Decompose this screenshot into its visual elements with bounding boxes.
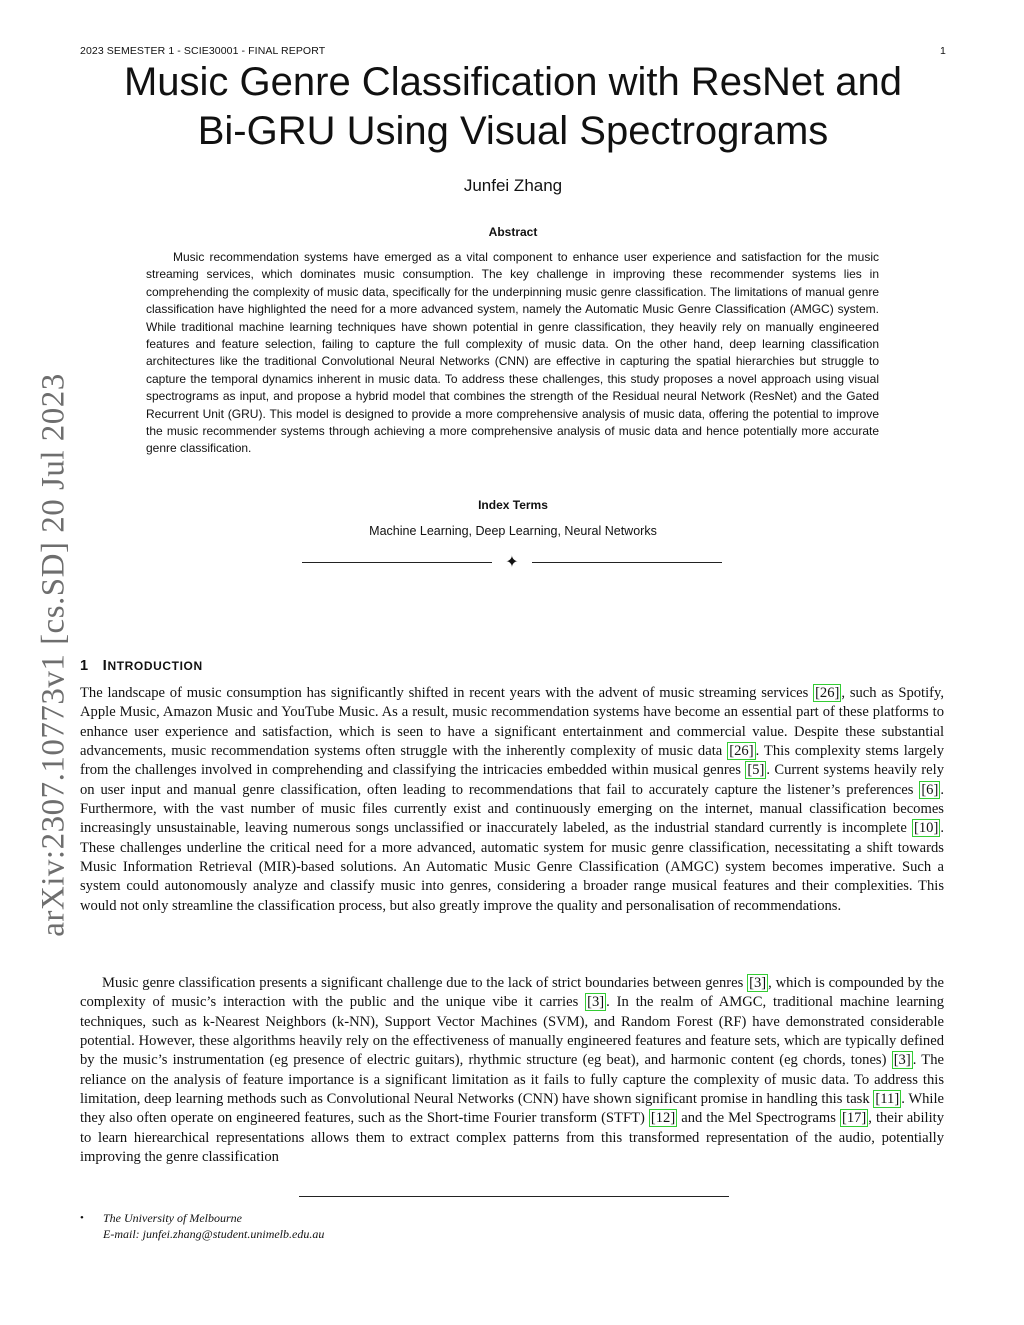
title-line-2: Bi-GRU Using Visual Spectrograms xyxy=(197,109,829,153)
footnote-rule xyxy=(299,1196,729,1197)
citation-link[interactable]: [3] xyxy=(893,1052,911,1069)
text-run: . These challenges underline the critical need for a more advanced, automatic system for music genre classification, necessitating a shift towards Music Information Retrieval (MIR)-based solutions. An Automatic Music Genre Classification (AMGC) system becomes imperative. Such a system could autonomously analyze and classify music into genres, considering a broader range musical features and their complexities. This would not only streamline the classification process, but also greatly improve the quality and personalisation of recommendations. xyxy=(80,820,944,914)
author-affiliation: The University of Melbourne xyxy=(103,1211,242,1225)
intro-paragraph-2 xyxy=(80,974,944,1167)
citation-link[interactable]: [3] xyxy=(749,975,767,991)
text-run: , such as Spotify, Apple Music, Amazon Music and YouTube Music. As a result, music recommendation systems have become an essential part of these platforms to enhance user experience and satisfaction, which is seen to have a significant entertainment and commercial value. Despite these substantial advancements, music recommendation systems often struggle with the inherently complexity of music data xyxy=(80,685,944,760)
citation-link[interactable]: [5] xyxy=(747,762,765,779)
citation-link[interactable]: [11] xyxy=(875,1091,900,1108)
text-run: . This complexity stems largely from the challenges involved in comprehending and classifying the intricacies embedded within musical genres xyxy=(80,743,945,779)
index-terms-list: Machine Learning, Deep Learning, Neural Networks xyxy=(369,524,657,538)
section-separator xyxy=(302,552,722,574)
citation-link[interactable]: [12] xyxy=(650,1110,676,1127)
citation-link[interactable]: [17] xyxy=(841,1110,867,1127)
text-run: . While they also often operate on engineered features, such as the Short-time Fourier transform (STFT) xyxy=(80,1091,944,1127)
author-email[interactable]: E-mail: junfei.zhang@student.unimelb.edu.au xyxy=(103,1227,325,1241)
text-run: . Current systems heavily rely on user input and manual genre classification, often leading to recommendations that fail to accurately capture the listener’s preferences xyxy=(80,762,944,798)
text-run: . In the realm of AMGC, traditional machine learning techniques, such as k-Nearest Neighbors (k-NN), Support Vector Machines (SVM), and Random Forest (RF) have demonstrated considerable potential. However, these algorithms heavily rely on the effectiveness of manually engineered features and feature sets, which are typically defined by the music’s instrumentation (eg presence of electric guitars), rhythmic structure (eg beat), and harmonic content (eg chords, tones) xyxy=(80,994,944,1069)
running-title: 2023 SEMESTER 1 - SCIE30001 - FINAL REPORT xyxy=(80,45,326,57)
intro-paragraph-1 xyxy=(80,684,944,916)
text-run: Music genre classification presents a significant challenge due to the lack of strict boundaries between genres xyxy=(102,975,748,991)
page-number: 1 xyxy=(940,45,946,57)
citation-link[interactable]: [26] xyxy=(815,685,840,701)
separator-rule-left xyxy=(302,562,492,563)
title-line-1: Music Genre Classification with ResNet and xyxy=(123,60,903,104)
section-heading-introduction xyxy=(80,657,946,674)
text-run: , their ability to learn hierearchical representations allows them to extract complex patterns from this transformed representation of the audio, potentially improving the genre classification xyxy=(80,1110,944,1166)
author-name: Junfei Zhang xyxy=(463,176,563,195)
separator-rule-right xyxy=(532,562,722,563)
footnote xyxy=(80,1210,780,1242)
running-header xyxy=(80,45,946,59)
text-run: . Furthermore, with the vast number of music files currently exist and continuously emerging on the internet, manual classification becomes increasingly unsustainable, leaving numerous songs unclassified or inaccurately labeled, as the industrial standard currently is incomplete xyxy=(80,781,944,837)
text-run: . The reliance on the analysis of feature importance is a significant limitation as it fails to fully capture the complexity of music data. To address this limitation, deep learning methods such as Convolutional Neural Networks (CNN) have shown significant promise in handling this task xyxy=(80,1052,944,1108)
abstract-text: Music recommendation systems have emerged as a vital component to enhance user experience and satisfaction for the music streaming services, which dominates music consumption. The key challenge in improving these recommender systems lies in comprehending the complexity of music data, specifically for the underpinning music genre classification. The limitations of manual genre classification have highlighted the need for a more advanced system, namely the Automatic Music Genre Classification (AMGC) system. While traditional machine learning techniques have shown potential in genre classification, they heavily rely on manually engineered features and feature selection, failing to capture the full complexity of music data. On the other hand, deep learning classification architectures like the traditional Convolutional Neural Networks (CNN) are effective in capturing the spatial hierarchies but struggle to capture the temporal dynamics inherent in music data. To address these challenges, this study proposes a novel approach using visual spectrograms as input, and propose a hybrid model that combines the strength of the Residual neural Network (ResNet) and the Gated Recurrent Unit (GRU). This model is designed to provide a more comprehensive analysis of music data, offering the potential to improve the music recommender systems through achieving a more comprehensive analysis of music data and hence potentially more accurate genre classification. xyxy=(146,250,879,456)
paper-title xyxy=(80,58,946,156)
text-run: The landscape of music consumption has significantly shifted in recent years with the advent of music streaming services xyxy=(80,685,814,701)
citation-link[interactable]: [26] xyxy=(729,743,754,760)
citation-link[interactable]: [10] xyxy=(914,820,939,837)
diamond-ornament-icon: ✦ xyxy=(505,554,519,571)
section-title-rest: NTRODUCTION xyxy=(107,659,203,673)
citation-link[interactable]: [3] xyxy=(587,994,605,1011)
arxiv-id[interactable]: arXiv:2307.10773v1 [cs.SD] 20 Jul 2023 xyxy=(35,373,72,937)
section-number: 1 xyxy=(80,658,89,674)
citation-link[interactable]: [6] xyxy=(921,781,939,798)
abstract-heading: Abstract xyxy=(488,225,538,239)
index-terms-heading: Index Terms xyxy=(478,498,548,512)
section-title-initial: I xyxy=(102,657,108,674)
text-run: , which is compounded by the complexity of music’s interaction with the public and the unique vibe it carries xyxy=(80,975,944,1011)
text-run: and the Mel Spectrograms xyxy=(677,1110,840,1127)
bullet-icon: • xyxy=(80,1212,84,1224)
